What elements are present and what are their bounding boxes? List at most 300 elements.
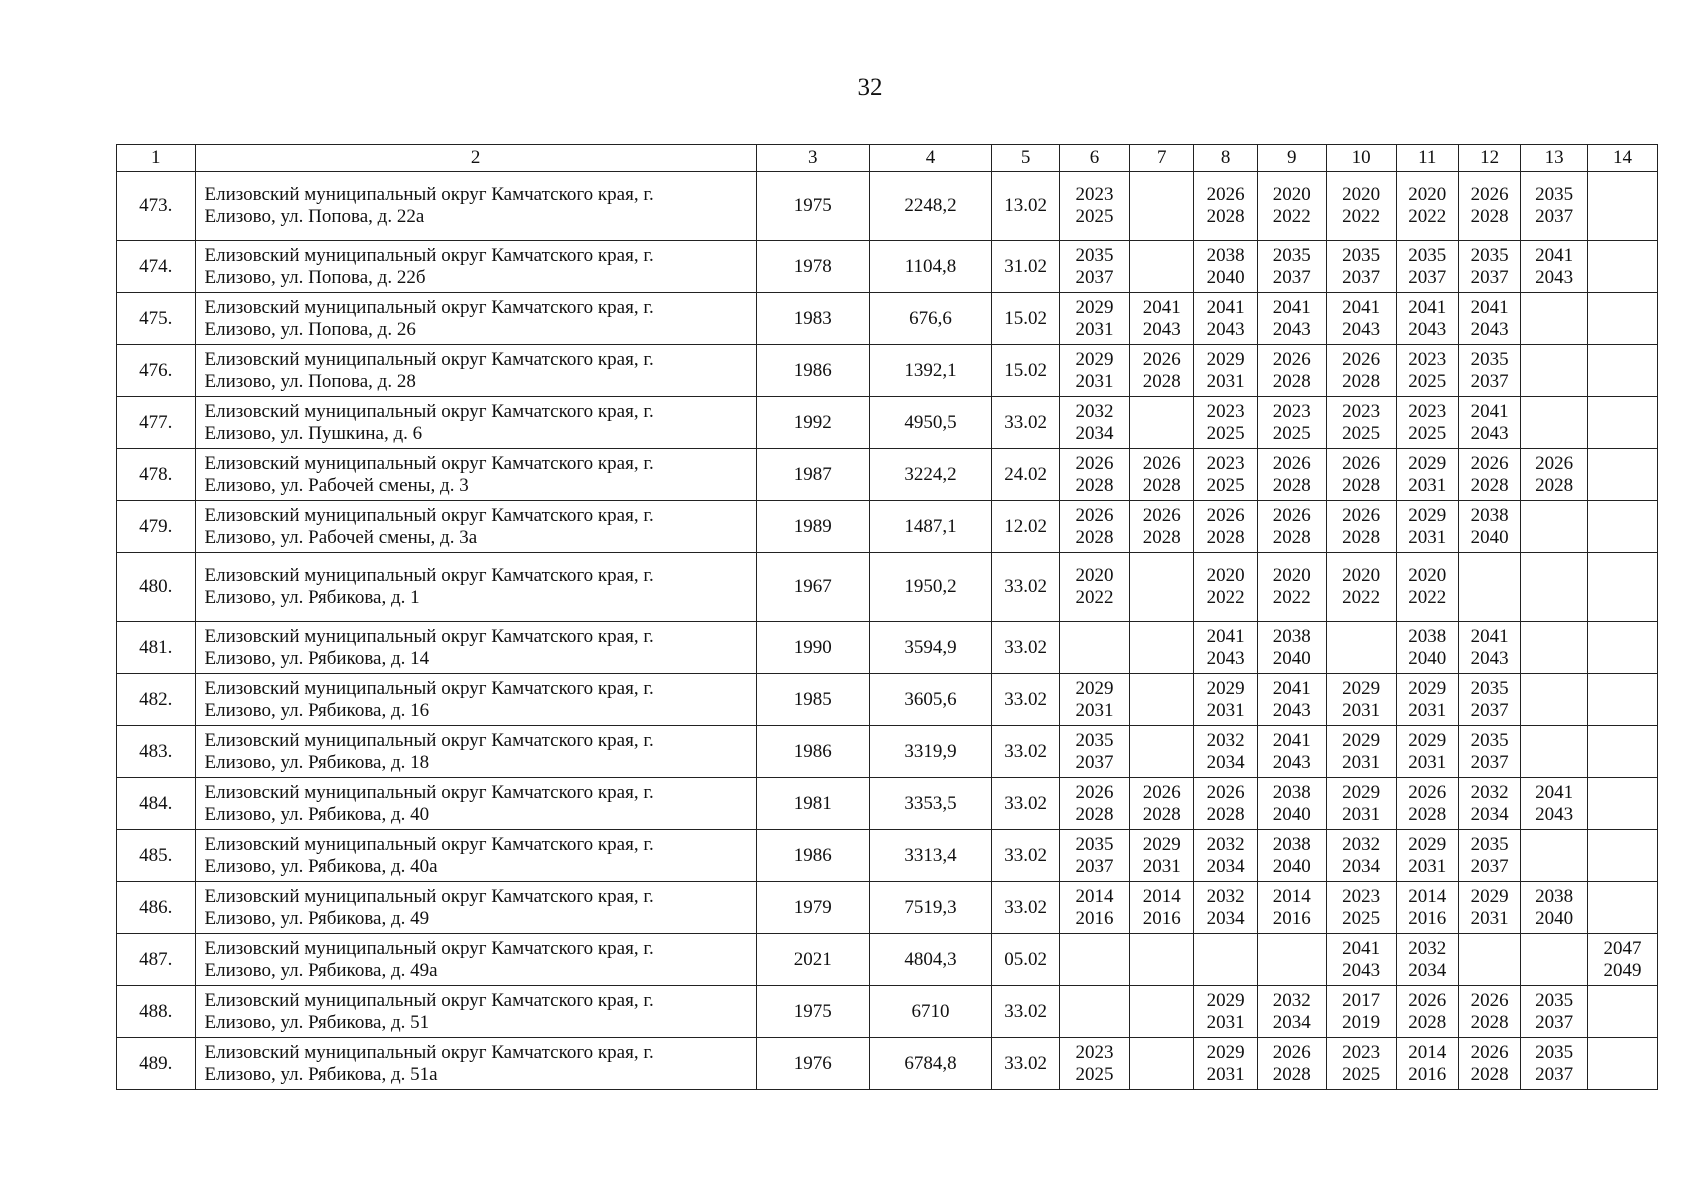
period-start: 2026 [1535,452,1574,474]
address-cell [195,778,756,830]
period-col-10 [1326,293,1396,345]
period-col-14 [1587,622,1657,674]
period-end: 2037 [1470,370,1509,392]
period-col-6 [1060,934,1130,986]
period-start: 2041 [1142,296,1181,318]
period-col-9 [1257,345,1326,397]
period-end: 2040 [1535,907,1574,929]
period-end: 2016 [1272,907,1311,929]
column-header-9: 9 [1257,145,1326,172]
row-number: 479. [117,501,196,553]
year-built: 1983 [756,293,869,345]
period-col-7 [1129,674,1194,726]
period-col-12 [1458,830,1520,882]
address-cell [195,882,756,934]
period-start: 2038 [1206,244,1245,266]
table-row [117,882,1658,934]
period-col-7 [1129,726,1194,778]
row-number: 485. [117,830,196,882]
address-line-1: Елизовский муниципальный округ Камчатского края, г. [204,504,654,526]
period-start: 2035 [1535,989,1574,1011]
period-end: 2028 [1272,474,1311,496]
period-col-10 [1326,726,1396,778]
period-start: 2029 [1206,677,1245,699]
period-col-13 [1521,882,1588,934]
period-start: 2029 [1075,296,1114,318]
address-line-1: Елизовский муниципальный округ Камчатского края, г. [204,989,654,1011]
period-start: 2041 [1272,296,1311,318]
period-start: 2020 [1342,184,1381,205]
period-start: 2029 [1408,452,1447,474]
period-col-11 [1396,241,1458,293]
total-area: 2248,2 [869,172,992,241]
period-col-6 [1060,622,1130,674]
period-col-7 [1129,449,1194,501]
address-cell [195,241,756,293]
period-end: 2040 [1272,855,1311,877]
period-col-12 [1458,934,1520,986]
period-start: 2023 [1342,1041,1381,1063]
period-end: 2043 [1470,647,1509,669]
period-col-6 [1060,1038,1130,1090]
address-line-2: Елизово, ул. Рябикова, д. 18 [204,751,430,773]
period-col-6 [1060,449,1130,501]
table-row [117,345,1658,397]
period-end: 2025 [1206,474,1245,496]
period-end: 2028 [1206,526,1245,548]
total-area: 1104,8 [869,241,992,293]
total-area: 6710 [869,986,992,1038]
table-row [117,778,1658,830]
period-col-12 [1458,986,1520,1038]
total-area: 3353,5 [869,778,992,830]
period-start: 2035 [1272,244,1311,266]
period-end: 2037 [1470,266,1509,288]
period-col-12 [1458,1038,1520,1090]
period-end: 2043 [1535,803,1574,825]
period-col-7 [1129,553,1194,622]
period-start: 2041 [1272,677,1311,699]
address-line-1: Елизовский муниципальный округ Камчатского края, г. [204,452,654,474]
address-cell [195,397,756,449]
period-col-13 [1521,830,1588,882]
column-header-4: 4 [869,145,992,172]
period-start: 2038 [1535,885,1574,907]
period-start: 2014 [1408,885,1447,907]
period-col-9 [1257,778,1326,830]
column-header-13: 13 [1521,145,1588,172]
period-start: 2026 [1342,348,1381,370]
period-start: 2023 [1408,400,1447,422]
period-end: 2028 [1342,526,1381,548]
address-cell [195,553,756,622]
period-end: 2037 [1470,699,1509,721]
table-row [117,553,1658,622]
period-col-14 [1587,345,1657,397]
period-start: 2026 [1142,348,1181,370]
period-end: 2043 [1342,318,1381,340]
period-end: 2031 [1075,370,1114,392]
period-col-6 [1060,241,1130,293]
year-built: 1987 [756,449,869,501]
year-built: 1986 [756,345,869,397]
period-start: 2035 [1408,244,1447,266]
period-col-9 [1257,934,1326,986]
period-col-12 [1458,674,1520,726]
row-number: 486. [117,882,196,934]
period-end: 2025 [1272,422,1311,444]
row-number: 484. [117,778,196,830]
address-line-1: Елизовский муниципальный округ Камчатского края, г. [204,729,654,751]
period-start: 2023 [1075,1041,1114,1063]
period-end: 2031 [1342,803,1381,825]
period-col-13 [1521,553,1588,622]
period-end: 2028 [1075,474,1114,496]
period-start: 2026 [1408,989,1447,1011]
period-end: 2022 [1272,587,1311,608]
period-col-10 [1326,986,1396,1038]
year-built: 1967 [756,553,869,622]
code-cell: 33.02 [992,622,1060,674]
period-end: 2034 [1342,855,1381,877]
period-col-9 [1257,882,1326,934]
period-end: 2031 [1206,1011,1245,1033]
address-line-2: Елизово, ул. Рябикова, д. 40а [204,855,438,877]
period-col-9 [1257,830,1326,882]
period-col-14 [1587,501,1657,553]
period-end: 2025 [1342,907,1381,929]
period-start: 2026 [1470,1041,1509,1063]
period-start: 2035 [1535,1041,1574,1063]
period-col-11 [1396,1038,1458,1090]
period-start: 2029 [1075,348,1114,370]
year-built: 1990 [756,622,869,674]
period-start: 2026 [1342,452,1381,474]
period-col-9 [1257,553,1326,622]
period-start: 2026 [1272,348,1311,370]
period-col-13 [1521,986,1588,1038]
period-col-9 [1257,622,1326,674]
table-row [117,622,1658,674]
period-end: 2028 [1408,1011,1447,1033]
period-col-13 [1521,172,1588,241]
period-start: 2020 [1075,565,1114,586]
row-number: 482. [117,674,196,726]
period-end: 2037 [1075,266,1114,288]
period-start: 2029 [1408,677,1447,699]
period-start: 2023 [1408,348,1447,370]
address-cell [195,293,756,345]
table-row [117,449,1658,501]
table-row [117,986,1658,1038]
period-start: 2026 [1075,781,1114,803]
period-start: 2029 [1342,729,1381,751]
period-end: 2037 [1535,206,1574,227]
row-number: 478. [117,449,196,501]
table-row [117,934,1658,986]
period-start: 2026 [1470,989,1509,1011]
period-col-6 [1060,345,1130,397]
code-cell: 05.02 [992,934,1060,986]
total-area: 676,6 [869,293,992,345]
year-built: 1979 [756,882,869,934]
code-cell: 33.02 [992,674,1060,726]
period-end: 2028 [1272,370,1311,392]
period-start: 2035 [1075,833,1114,855]
period-start: 2032 [1206,833,1245,855]
period-col-12 [1458,778,1520,830]
period-end: 2028 [1470,474,1509,496]
address-cell [195,172,756,241]
column-header-11: 11 [1396,145,1458,172]
address-line-2: Елизово, ул. Попова, д. 22а [204,206,425,227]
address-line-2: Елизово, ул. Пушкина, д. 6 [204,422,423,444]
period-col-13 [1521,293,1588,345]
period-start: 2029 [1206,1041,1245,1063]
period-start: 2041 [1470,625,1509,647]
address-line-1: Елизовский муниципальный округ Камчатского края, г. [204,833,654,855]
total-area: 3224,2 [869,449,992,501]
period-col-12 [1458,501,1520,553]
period-end: 2043 [1206,318,1245,340]
period-col-9 [1257,501,1326,553]
period-col-7 [1129,934,1194,986]
period-col-9 [1257,449,1326,501]
row-number: 488. [117,986,196,1038]
period-end: 2016 [1408,907,1447,929]
period-start: 2038 [1470,504,1509,526]
period-col-8 [1194,830,1257,882]
period-start: 2035 [1535,184,1574,205]
period-col-11 [1396,501,1458,553]
period-start: 2032 [1470,781,1509,803]
period-end: 2022 [1408,587,1447,608]
period-end: 2037 [1535,1063,1574,1085]
period-end: 2025 [1342,422,1381,444]
period-col-7 [1129,397,1194,449]
period-col-7 [1129,172,1194,241]
period-end: 2016 [1075,907,1114,929]
period-start: 2026 [1075,504,1114,526]
period-end: 2022 [1342,206,1381,227]
period-start: 2029 [1342,677,1381,699]
period-end: 2028 [1272,526,1311,548]
period-col-7 [1129,778,1194,830]
code-cell: 33.02 [992,726,1060,778]
period-end: 2040 [1470,526,1509,548]
period-end: 2043 [1142,318,1181,340]
period-end: 2031 [1075,699,1114,721]
row-number: 476. [117,345,196,397]
column-header-6: 6 [1060,145,1130,172]
period-end: 2037 [1272,266,1311,288]
code-cell: 15.02 [992,293,1060,345]
address-line-1: Елизовский муниципальный округ Камчатского края, г. [204,677,654,699]
period-start: 2038 [1408,625,1447,647]
table-row [117,674,1658,726]
period-start: 2026 [1272,504,1311,526]
period-start: 2014 [1075,885,1114,907]
period-end: 2022 [1342,587,1381,608]
period-col-13 [1521,241,1588,293]
year-built: 2021 [756,934,869,986]
period-end: 2037 [1408,266,1447,288]
period-start: 2029 [1408,833,1447,855]
period-col-6 [1060,986,1130,1038]
period-col-8 [1194,449,1257,501]
period-end: 2028 [1075,803,1114,825]
period-col-6 [1060,172,1130,241]
period-end: 2028 [1142,474,1181,496]
total-area: 1392,1 [869,345,992,397]
period-end: 2043 [1272,318,1311,340]
period-col-8 [1194,882,1257,934]
period-end: 2034 [1272,1011,1311,1033]
row-number: 487. [117,934,196,986]
period-col-9 [1257,986,1326,1038]
period-col-10 [1326,830,1396,882]
period-start: 2020 [1408,565,1447,586]
period-end: 2022 [1206,587,1245,608]
period-end: 2022 [1272,206,1311,227]
period-col-12 [1458,726,1520,778]
column-header-12: 12 [1458,145,1520,172]
period-end: 2031 [1408,474,1447,496]
period-start: 2041 [1408,296,1447,318]
period-col-6 [1060,882,1130,934]
period-end: 2031 [1142,855,1181,877]
period-col-13 [1521,501,1588,553]
period-start: 2017 [1342,989,1381,1011]
period-end: 2025 [1408,370,1447,392]
year-built: 1975 [756,986,869,1038]
period-col-9 [1257,726,1326,778]
period-col-8 [1194,397,1257,449]
period-end: 2028 [1470,1011,1509,1033]
period-end: 2022 [1408,206,1447,227]
period-col-7 [1129,622,1194,674]
period-col-7 [1129,501,1194,553]
period-start: 2020 [1342,565,1381,586]
period-end: 2025 [1206,422,1245,444]
period-col-11 [1396,882,1458,934]
period-end: 2028 [1342,370,1381,392]
row-number: 489. [117,1038,196,1090]
period-col-8 [1194,726,1257,778]
period-end: 2034 [1206,751,1245,773]
period-col-8 [1194,501,1257,553]
period-end: 2037 [1470,855,1509,877]
period-start: 2041 [1206,625,1245,647]
address-line-1: Елизовский муниципальный округ Камчатского края, г. [204,885,654,907]
period-col-10 [1326,934,1396,986]
address-line-2: Елизово, ул. Рябикова, д. 49а [204,959,438,981]
total-area: 4804,3 [869,934,992,986]
period-start: 2032 [1272,989,1311,1011]
period-col-6 [1060,726,1130,778]
period-end: 2028 [1470,206,1509,227]
period-col-9 [1257,172,1326,241]
period-col-8 [1194,553,1257,622]
year-built: 1978 [756,241,869,293]
period-col-7 [1129,345,1194,397]
period-col-6 [1060,553,1130,622]
period-col-13 [1521,934,1588,986]
code-cell: 33.02 [992,986,1060,1038]
address-line-1: Елизовский муниципальный округ Камчатского края, г. [204,1041,654,1063]
table-row [117,830,1658,882]
period-col-10 [1326,553,1396,622]
period-col-12 [1458,345,1520,397]
period-end: 2034 [1206,855,1245,877]
year-built: 1986 [756,726,869,778]
period-col-9 [1257,397,1326,449]
period-col-8 [1194,1038,1257,1090]
row-number: 473. [117,172,196,241]
period-end: 2031 [1206,1063,1245,1085]
period-end: 2031 [1206,370,1245,392]
period-start: 2032 [1206,729,1245,751]
code-cell: 33.02 [992,830,1060,882]
address-line-1: Елизовский муниципальный округ Камчатского края, г. [204,937,654,959]
period-end: 2028 [1408,803,1447,825]
period-col-12 [1458,622,1520,674]
period-col-12 [1458,397,1520,449]
year-built: 1985 [756,674,869,726]
period-start: 2035 [1470,729,1509,751]
period-start: 2038 [1272,625,1311,647]
total-area: 3319,9 [869,726,992,778]
period-col-13 [1521,397,1588,449]
period-start: 2035 [1470,348,1509,370]
year-built: 1992 [756,397,869,449]
period-start: 2029 [1075,677,1114,699]
period-end: 2028 [1272,1063,1311,1085]
row-number: 474. [117,241,196,293]
period-col-7 [1129,241,1194,293]
code-cell: 33.02 [992,553,1060,622]
address-line-2: Елизово, ул. Рябикова, д. 49 [204,907,430,929]
period-start: 2023 [1272,400,1311,422]
period-start: 2041 [1535,781,1574,803]
column-header-5: 5 [992,145,1060,172]
address-line-1: Елизовский муниципальный округ Камчатского края, г. [204,565,654,586]
period-start: 2035 [1470,677,1509,699]
period-col-7 [1129,882,1194,934]
address-line-2: Елизово, ул. Рябикова, д. 16 [204,699,430,721]
period-col-11 [1396,934,1458,986]
address-line-1: Елизовский муниципальный округ Камчатского края, г. [204,625,654,647]
period-start: 2026 [1206,504,1245,526]
period-start: 2026 [1142,781,1181,803]
period-col-8 [1194,934,1257,986]
table-row [117,172,1658,241]
period-end: 2034 [1075,422,1114,444]
period-end: 2031 [1342,751,1381,773]
period-end: 2040 [1272,803,1311,825]
period-start: 2029 [1206,989,1245,1011]
address-line-2: Елизово, ул. Рабочей смены, д. 3а [204,526,478,548]
period-col-8 [1194,622,1257,674]
table-row [117,293,1658,345]
address-cell [195,1038,756,1090]
column-header-14: 14 [1587,145,1657,172]
period-start: 2026 [1142,504,1181,526]
period-end: 2040 [1206,266,1245,288]
row-number: 475. [117,293,196,345]
total-area: 1487,1 [869,501,992,553]
period-col-14 [1587,553,1657,622]
